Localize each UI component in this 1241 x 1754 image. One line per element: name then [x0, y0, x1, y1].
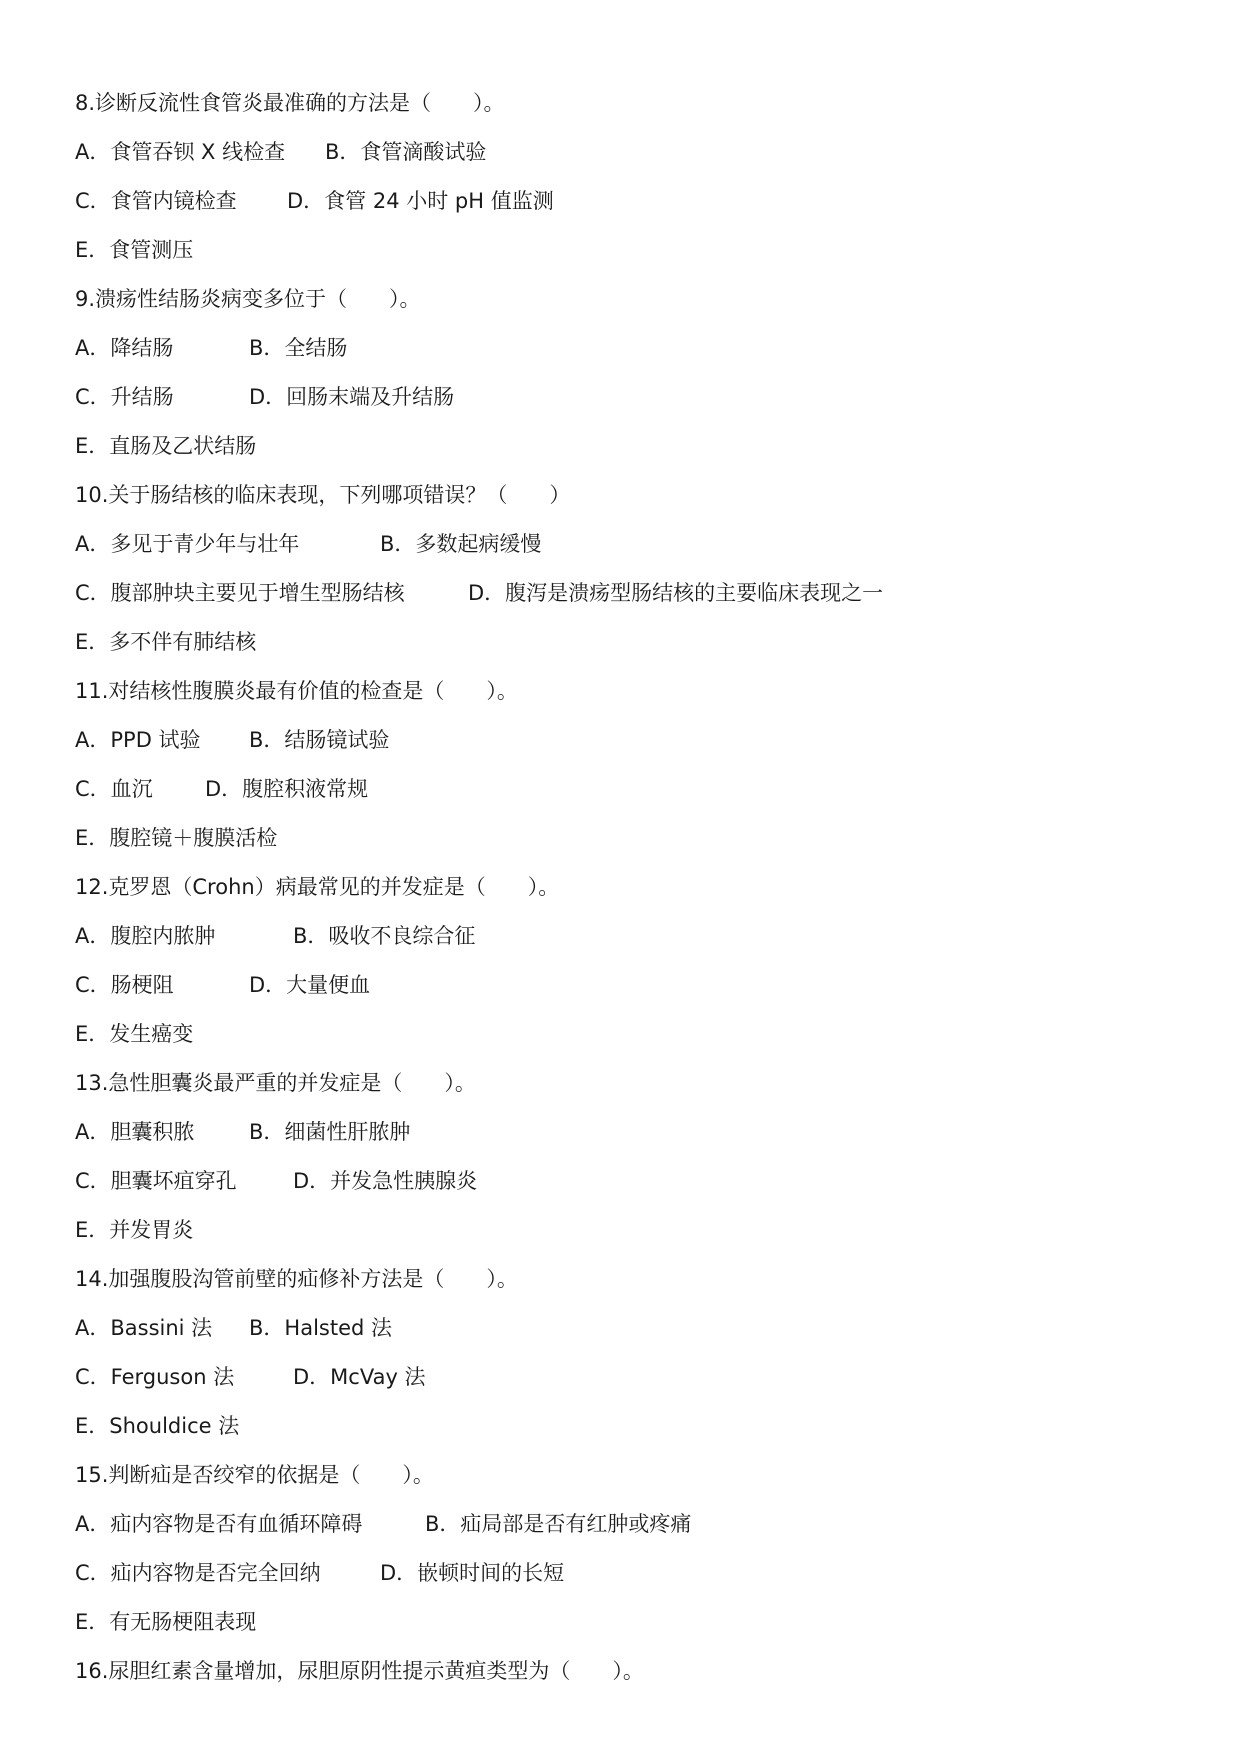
option-c: C．升结肠	[75, 384, 174, 409]
option-d: D．回肠末端及升结肠	[249, 384, 455, 409]
option-a: A．食管吞钡 X 线检查	[75, 139, 286, 164]
option-b: B．细菌性肝脓肿	[249, 1119, 411, 1144]
option-c: C．Ferguson 法	[75, 1364, 235, 1389]
option-c: C．腹部肿块主要见于增生型肠结核	[75, 580, 405, 605]
option-row	[75, 1107, 1195, 1156]
option-a: A．PPD 试验	[75, 727, 201, 752]
question-stem: 13.急性胆囊炎最严重的并发症是（ ）。	[75, 1070, 476, 1095]
question-stem: 8.诊断反流性食管炎最准确的方法是（ ）。	[75, 90, 505, 115]
option-e: E．发生癌变	[75, 1021, 194, 1046]
option-row	[75, 960, 1195, 1009]
option-d: D．嵌顿时间的长短	[380, 1560, 565, 1585]
option-e: E．腹腔镜＋腹膜活检	[75, 825, 278, 850]
option-row	[75, 519, 1195, 568]
option-d: D．腹泻是溃疡型肠结核的主要临床表现之一	[468, 580, 884, 605]
option-d: D．并发急性胰腺炎	[293, 1168, 478, 1193]
option-d: D．食管 24 小时 pH 值监测	[287, 188, 554, 213]
option-e: E．多不伴有肺结核	[75, 629, 257, 654]
option-a: A．胆囊积脓	[75, 1119, 195, 1144]
option-row	[75, 764, 1195, 813]
question-stem: 11.对结核性腹膜炎最有价值的检查是（ ）。	[75, 678, 518, 703]
option-e: E．有无肠梗阻表现	[75, 1609, 257, 1634]
option-a: A．多见于青少年与壮年	[75, 531, 300, 556]
option-c: C．胆囊坏疽穿孔	[75, 1168, 237, 1193]
option-d: D．大量便血	[249, 972, 371, 997]
option-row	[75, 1499, 1195, 1548]
option-row	[75, 1303, 1195, 1352]
option-a: A．降结肠	[75, 335, 174, 360]
option-e: E．直肠及乙状结肠	[75, 433, 257, 458]
option-e: E．食管测压	[75, 237, 194, 262]
option-a: A．腹腔内脓肿	[75, 923, 216, 948]
option-d: D．McVay 法	[293, 1364, 426, 1389]
option-row	[75, 421, 1195, 470]
question-stem: 10.关于肠结核的临床表现，下列哪项错误？（ ）	[75, 482, 571, 507]
option-d: D．腹腔积液常规	[205, 776, 369, 801]
option-c: C．肠梗阻	[75, 972, 174, 997]
option-row	[75, 617, 1195, 666]
question-stem: 9.溃疡性结肠炎病变多位于（ ）。	[75, 286, 421, 311]
option-c: C．血沉	[75, 776, 153, 801]
option-row	[75, 911, 1195, 960]
option-b: B．吸收不良综合征	[293, 923, 476, 948]
option-e: E．并发胃炎	[75, 1217, 194, 1242]
question-stem: 12.克罗恩（Crohn）病最常见的并发症是（ ）。	[75, 874, 560, 899]
option-c: C．食管内镜检查	[75, 188, 237, 213]
option-b: B．Halsted 法	[249, 1315, 393, 1340]
option-e: E．Shouldice 法	[75, 1413, 240, 1438]
option-row	[75, 1009, 1195, 1058]
question-list	[75, 78, 1195, 1695]
option-row	[75, 127, 1195, 176]
question-stem: 14.加强腹股沟管前壁的疝修补方法是（ ）。	[75, 1266, 518, 1291]
option-row	[75, 813, 1195, 862]
option-row	[75, 372, 1195, 421]
option-row	[75, 1156, 1195, 1205]
option-a: A．Bassini 法	[75, 1315, 213, 1340]
option-row	[75, 1548, 1195, 1597]
option-row	[75, 1352, 1195, 1401]
option-row	[75, 1597, 1195, 1646]
option-b: B．多数起病缓慢	[380, 531, 542, 556]
option-row	[75, 715, 1195, 764]
option-c: C．疝内容物是否完全回纳	[75, 1560, 321, 1585]
option-row	[75, 1205, 1195, 1254]
option-row	[75, 1401, 1195, 1450]
question-stem: 15.判断疝是否绞窄的依据是（ ）。	[75, 1462, 434, 1487]
option-b: B．食管滴酸试验	[325, 139, 487, 164]
option-b: B．结肠镜试验	[249, 727, 390, 752]
option-row	[75, 225, 1195, 274]
option-row	[75, 323, 1195, 372]
question-stem: 16.尿胆红素含量增加，尿胆原阴性提示黄疸类型为（ ）。	[75, 1658, 644, 1683]
option-row	[75, 176, 1195, 225]
option-row	[75, 568, 1195, 617]
option-a: A．疝内容物是否有血循环障碍	[75, 1511, 363, 1536]
option-b: B．疝局部是否有红肿或疼痛	[425, 1511, 692, 1536]
option-b: B．全结肠	[249, 335, 348, 360]
